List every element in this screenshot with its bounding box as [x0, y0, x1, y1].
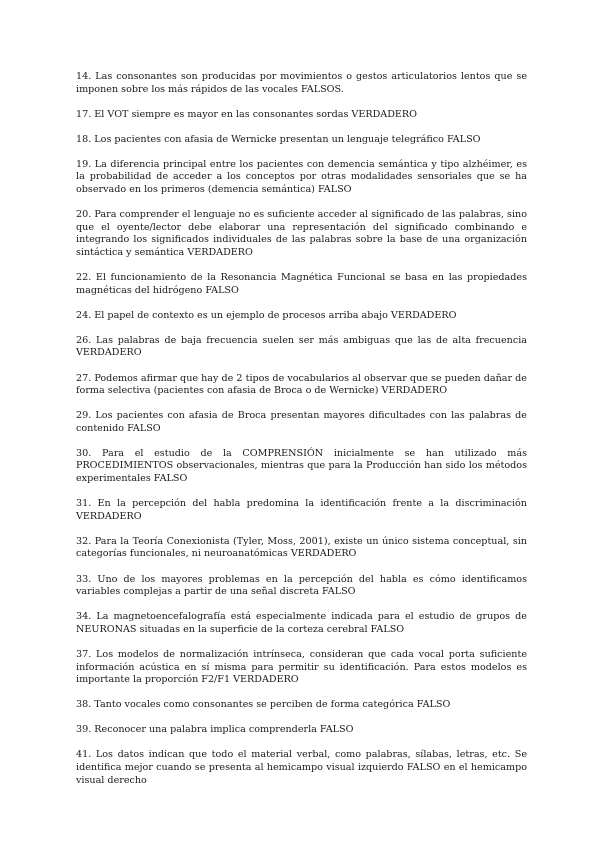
statement-22: 22. El funcionamiento de la Resonancia Magnética Funcional se basa en las propiedades magnéticas del hidrógeno FALSO [76, 272, 527, 296]
statement-17: 17. El VOT siempre es mayor en las consonantes sordas VERDADERO [76, 108, 417, 120]
statement-18: 18. Los pacientes con afasia de Wernicke presentan un lenguaje telegráfico FALSO [76, 133, 481, 145]
statement-29: 29. Los pacientes con afasia de Broca presentan mayores dificultades con las palabras de contenido FALSO [76, 410, 527, 434]
statement-24: 24. El papel de contexto es un ejemplo de procesos arriba abajo VERDADERO [76, 309, 457, 321]
document-page [76, 71, 527, 800]
statement-32: 32. Para la Teoría Conexionista (Tyler, Moss, 2001), existe un único sistema conceptual, sin categorías funcionales, ni neuroanatómicas VERDADERO [76, 535, 527, 560]
statement-33: 33. Uno de los mayores problemas en la percepción del habla es cómo identificamos variables complejas a partir de una señal discreta FALSO [76, 573, 527, 598]
statement-39: 39. Reconocer una palabra implica comprenderla FALSO [76, 724, 354, 736]
statement-14: 14. Las consonantes son producidas por movimientos o gestos articulatorios lentos que se imponen sobre los más rápidos de las vocales FALSOS. [76, 71, 527, 95]
statement-26: 26. Las palabras de baja frecuencia suelen ser más ambiguas que las de alta frecuencia VERDADERO [76, 334, 527, 359]
statement-20: 20. Para comprender el lenguaje no es suficiente acceder al significado de las palabras, sino que el oyente/lector debe elaborar una representación del significado combinando e integrando los significados individuales de las palabras sobre la base de una organización sintáctica y semántica VERDADERO [76, 209, 527, 258]
statement-30: 30. Para el estudio de la COMPRENSIÓN inicialmente se han utilizado más PROCEDIMIENTOS observacionales, mientras que para la Producción han sido los métodos experimentales FALSO [76, 447, 527, 485]
statement-34: 34. La magnetoencefalografía está especialmente indicada para el estudio de grupos de NEURONAS situadas en la superficie de la corteza cerebral FALSO [76, 611, 527, 635]
statement-37: 37. Los modelos de normalización intrínseca, consideran que cada vocal porta suficiente información acústica en sí misma para permitir su identificación. Para estos modelos es importante la proporción F2/F1 VERDADERO [76, 648, 527, 686]
statement-31: 31. En la percepción del habla predomina la identificación frente a la discriminación VERDADERO [76, 498, 527, 522]
statement-38: 38. Tanto vocales como consonantes se perciben de forma categórica FALSO [76, 699, 451, 711]
statement-19: 19. La diferencia principal entre los pacientes con demencia semántica y tipo alzhéimer, es la probabilidad de acceder a los conceptos por otras modalidades sensoriales que se ha observado en los primeros (demencia semántica) FALSO [76, 158, 527, 196]
statement-41: 41. Los datos indican que todo el material verbal, como palabras, sílabas, letras, etc. Se identifica mejor cuando se presenta al hemicampo visual izquierdo FALSO en el hemicampo visual derecho [76, 749, 527, 786]
statement-27: 27. Podemos afirmar que hay de 2 tipos de vocabularios al observar que se pueden dañar de forma selectiva (pacientes con afasia de Broca o de Wernicke) VERDADERO [76, 372, 527, 397]
